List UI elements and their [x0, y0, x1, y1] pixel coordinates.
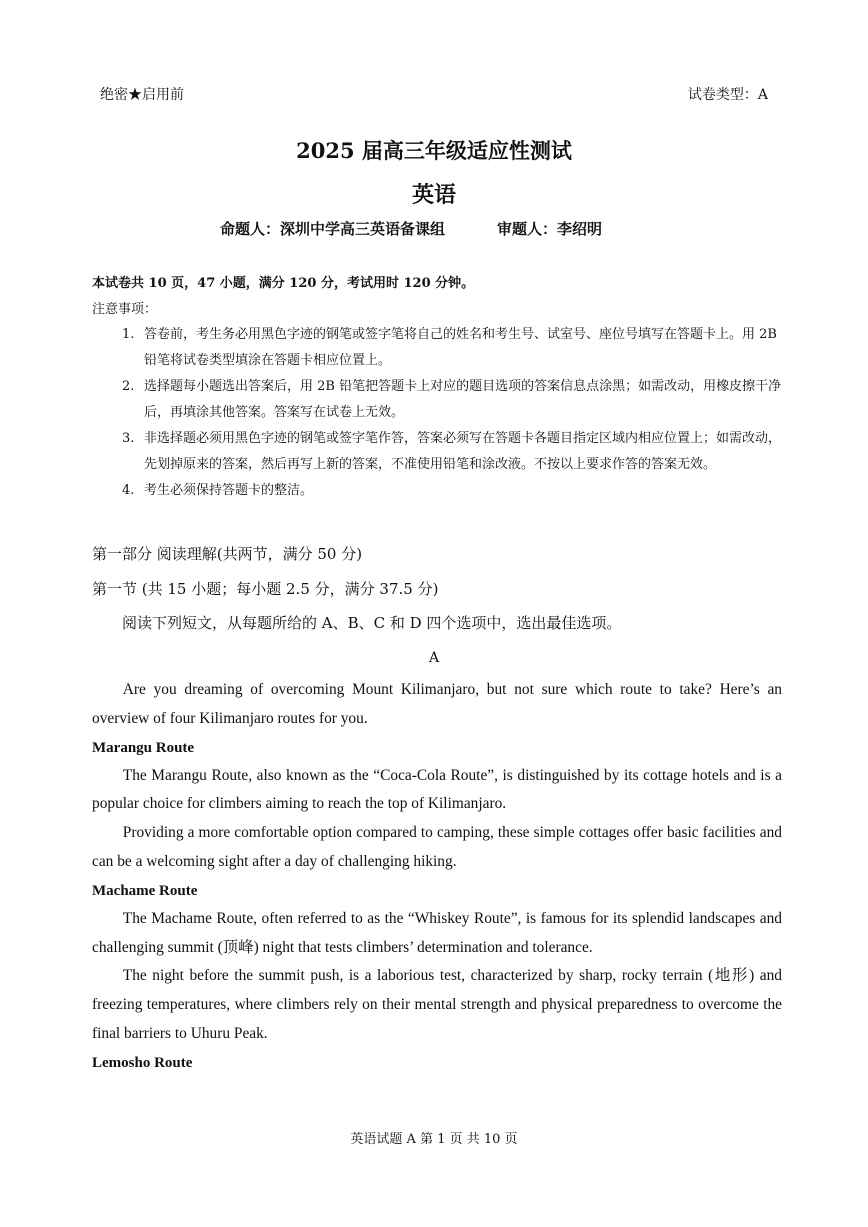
- notice-number: 1.: [122, 327, 135, 342]
- exam-meta: 本试卷共 10 页，47 小题，满分 120 分，考试用时 120 分钟。: [92, 276, 475, 291]
- setter: 命题人：深圳中学高三英语备课组: [220, 220, 446, 238]
- subject-title: 英语: [411, 182, 456, 208]
- notice-text: 答卷前，考生务必用黑色字迹的钢笔或签字笔将自己的姓名和考生号、试室号、座位号填写在答题卡上。用 2B 铅笔将试卷类型填涂在答题卡相应位置上。: [144, 327, 777, 368]
- exam-title: 2025 届高三年级适应性测试: [296, 138, 572, 163]
- route-heading: Machame Route: [92, 882, 198, 899]
- page-footer: 英语试题 A 第 1 页 共 10 页: [350, 1132, 518, 1147]
- authors-line: [220, 218, 602, 239]
- notice-list: [122, 322, 782, 504]
- route-paragraph: The night before the summit push, is a laborious test, characterized by sharp, rocky terrain (地形) and freezing temperatures, where climbers rely on their mental strength and physical preparedness to overcome the final barriers to Uhuru Peak.: [92, 967, 782, 1042]
- passage-intro: Are you dreaming of overcoming Mount Kilimanjaro, but not sure which route to take? Here’s an overview of four Kilimanjaro routes for you.: [92, 681, 782, 727]
- notice-text: 选择题每小题选出答案后，用 2B 铅笔把答题卡上对应的题目选项的答案信息点涂黑；如需改动，用橡皮擦干净后，再填涂其他答案。答案写在试卷上无效。: [144, 379, 782, 420]
- notice-item: [122, 426, 782, 478]
- passage-letter: A: [428, 650, 440, 666]
- notice-text: 考生必须保持答题卡的整洁。: [144, 483, 314, 498]
- notice-item: [122, 374, 782, 426]
- section-heading: 第一节 (共 15 小题；每小题 2.5 分，满分 37.5 分): [92, 580, 439, 598]
- notice-number: 2.: [122, 379, 135, 394]
- passage-body: [92, 676, 782, 1077]
- route-paragraph: The Marangu Route, also known as the “Coca-Cola Route”, is distinguished by its cottage hotels and is a popular choice for climbers aiming to reach the top of Kilimanjaro.: [92, 766, 782, 813]
- notice-text: 非选择题必须用黑色字迹的钢笔或签字笔作答，答案必须写在答题卡各题目指定区域内相应位置上；如需改动，先划掉原来的答案，然后再写上新的答案，不准使用铅笔和涂改液。不按以上要求作答的答案无效。: [144, 431, 782, 472]
- paper-type: 试卷类型：A: [687, 87, 768, 103]
- route-paragraph: The Machame Route, often referred to as the “Whiskey Route”, is famous for its splendid landscapes and challenging summit (顶峰) night that tests climbers’ determination and tolerance.: [92, 909, 782, 956]
- instruction: 阅读下列短文，从每题所给的 A、B、C 和 D 四个选项中，选出最佳选项。: [122, 614, 622, 632]
- route-paragraph: Providing a more comfortable option compared to camping, these simple cottages offer basic facilities and can be a welcoming sight after a day of challenging hiking.: [92, 824, 782, 870]
- reviewer: 审题人：李绍明: [497, 220, 603, 238]
- part-heading: 第一部分 阅读理解(共两节，满分 50 分): [92, 545, 363, 563]
- notice-number: 3.: [122, 431, 135, 446]
- route-heading: Marangu Route: [92, 739, 195, 756]
- notice-number: 4.: [122, 483, 135, 498]
- notice-item: [122, 478, 782, 504]
- confidential-label: 绝密★启用前: [100, 87, 184, 103]
- notice-heading: 注意事项：: [92, 302, 158, 317]
- route-heading: Lemosho Route: [92, 1054, 193, 1071]
- notice-item: [122, 322, 782, 374]
